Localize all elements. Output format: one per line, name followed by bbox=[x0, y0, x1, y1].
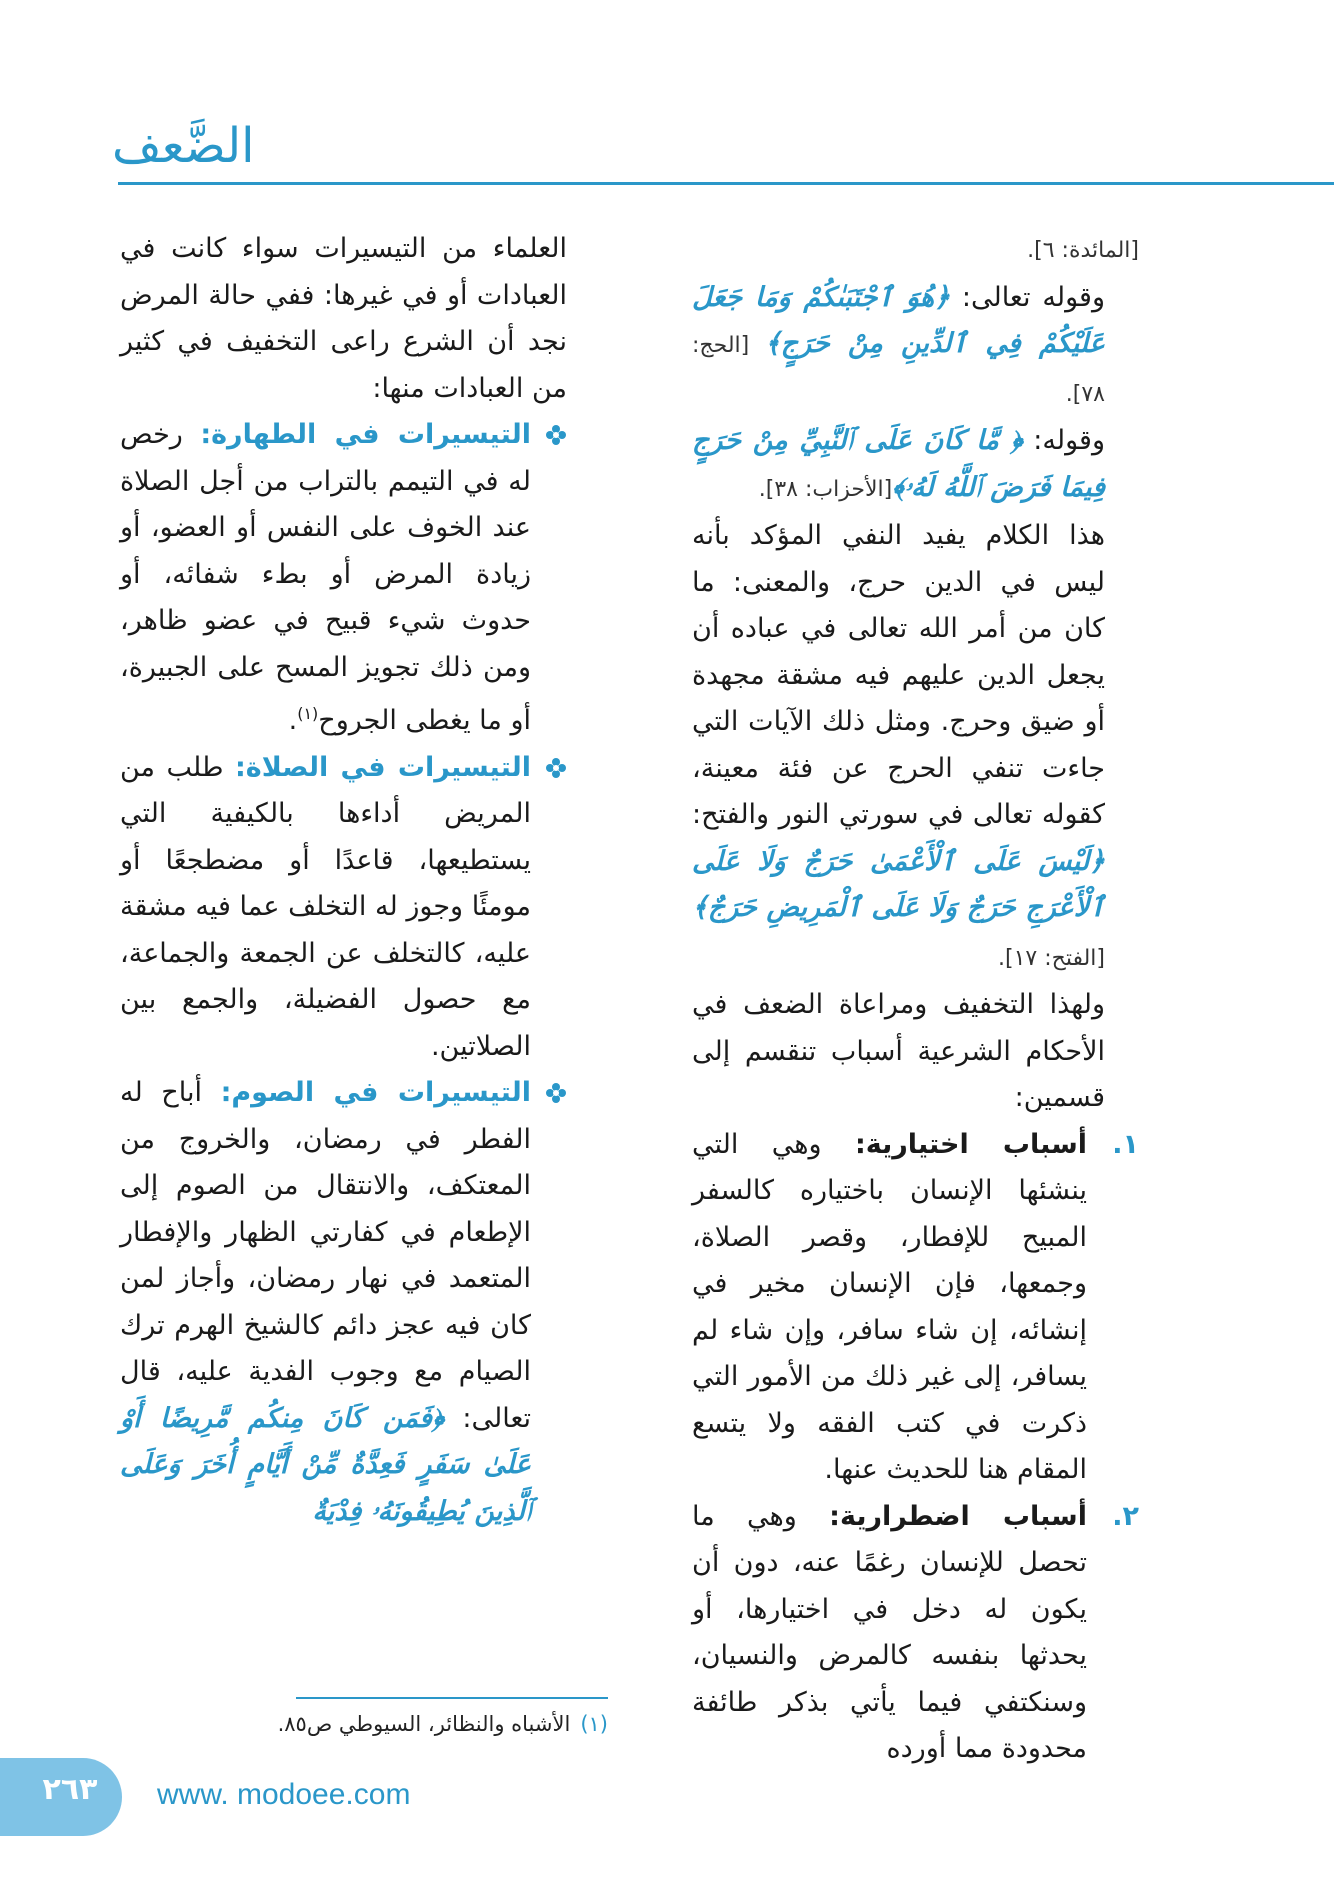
quran-verse: ﴿هُوَ ٱجْتَبَىٰكُمْ وَمَا جَعَلَ عَلَيْكُمْ فِي ٱلدِّينِ مِنْ حَرَجٍ﴾ bbox=[692, 281, 1105, 359]
paragraph-intro: العلماء من التيسيرات سواء كانت في العبادات أو في غيرها: ففي حالة المرض نجد أن الشرع راعى التخفيف في كثير من العبادات منها: bbox=[120, 233, 567, 404]
paragraph-explanation bbox=[692, 513, 1139, 982]
footnote-number: (١) bbox=[580, 1712, 608, 1736]
right-column bbox=[692, 226, 1139, 1773]
header-divider bbox=[118, 182, 1334, 185]
bullet-text: أباح له الفطر في رمضان، والخروج من المعتكف، والانتقال من الصوم إلى الإطعام في كفارتي الظهار والإفطار المتعمد في نهار رمضان، وأجاز لمن كان فيه عجز دائم كالشيخ الهرم ترك الصيام مع وجوب الفدية عليه، قال تعالى: bbox=[120, 1077, 531, 1434]
verse-reference: [المائدة: ٦]. bbox=[1027, 238, 1139, 263]
list-number: ٢. bbox=[1112, 1500, 1139, 1532]
verse-reference: [الحج: ٧٨]. bbox=[692, 333, 1105, 407]
quran-verse: ﴿فَمَن كَانَ مِنكُم مَّرِيضًا أَوْ عَلَىٰ سَفَرٍ فَعِدَّةٌ مِّنْ أَيَّامٍ أُخَرَ وَعَلَى ٱلَّذِينَ يُطِيقُونَهُۥ فِدْيَةٌ bbox=[120, 1402, 531, 1527]
left-column bbox=[120, 226, 567, 1535]
quran-verse: ﴿لَيْسَ عَلَى ٱلْأَعْمَىٰ حَرَجٌ وَلَا عَلَى ٱلْأَعْرَجِ حَرَجٌ وَلَا عَلَى ٱلْمَرِيضِ حَرَجٌ﴾ bbox=[692, 845, 1105, 923]
quran-verse: ﴿ مَّا كَانَ عَلَى ٱلنَّبِيِّ مِنْ حَرَجٍ فِيمَا فَرَضَ ٱللَّهُ لَهُۥ﴾ bbox=[692, 425, 1105, 503]
flower-bullet-icon bbox=[545, 757, 567, 779]
list-item-title: أسباب اختيارية: bbox=[854, 1128, 1088, 1160]
paragraph-causes: ولهذا التخفيف ومراعاة الضعف في الأحكام الشرعية أسباب تنقسم إلى قسمين: bbox=[692, 989, 1105, 1113]
page-title: الضَّعف bbox=[112, 118, 255, 174]
footnote-text: الأشباه والنظائر، السيوطي ص٨٥. bbox=[277, 1712, 571, 1736]
paragraph-ahzab bbox=[692, 418, 1139, 513]
bullet-title: التيسيرات في الصلاة: bbox=[234, 751, 531, 783]
bullet-text: طلب من المريض أداءها بالكيفية التي يستطيعها، قاعدًا أو مضطجعًا أو مومئًا وجوز له التخلف عما فيه مشقة عليه، كالتخلف عن الجمعة والجماعة، مع حصول الفضيلة، والجمع بين الصلاتين. bbox=[120, 751, 531, 1062]
bullet-item-purification bbox=[120, 412, 567, 745]
paragraph-hajj bbox=[692, 275, 1139, 419]
list-item-text: وهي التي ينشئها الإنسان باختياره كالسفر المبيح للإفطار، وقصر الصلاة، وجمعها، فإن الإنسان مخير في إنشائه، إن شاء سافر، وإن شاء لم يسافر، إلى غير ذلك من الأمور التي ذكرت في كتب الفقه ولا يتسع المقام هنا للحديث عنها. bbox=[692, 1128, 1087, 1485]
list-item-title: أسباب اضطرارية: bbox=[829, 1500, 1087, 1532]
list-item bbox=[692, 1494, 1139, 1773]
paragraph-ref-maidah bbox=[692, 226, 1139, 275]
list-number: ١. bbox=[1112, 1128, 1139, 1160]
bullet-text-end: . bbox=[288, 705, 298, 736]
bullet-item-fasting bbox=[120, 1070, 567, 1535]
paragraph-text: وقوله: bbox=[1022, 425, 1105, 456]
website-url[interactable]: www. modoee.com bbox=[157, 1778, 411, 1811]
bullet-text: رخص له في التيمم بالتراب من أجل الصلاة عند الخوف على النفس أو العضو، أو زيادة المرض أو بطء شفائه، أو حدوث شيء قبيح في عضو ظاهر، ومن ذلك تجويز المسح على الجبيرة، أو ما يغطى الجروح bbox=[120, 419, 531, 736]
footnote-marker: (١) bbox=[297, 704, 319, 723]
bullet-item-prayer bbox=[120, 745, 567, 1071]
footnote-divider bbox=[296, 1697, 608, 1699]
flower-bullet-icon bbox=[545, 424, 567, 446]
bullet-title: التيسيرات في الطهارة: bbox=[200, 419, 531, 450]
flower-bullet-icon bbox=[545, 1082, 567, 1104]
bullet-title: التيسيرات في الصوم: bbox=[220, 1077, 531, 1108]
verse-reference: [الأحزاب: ٣٨]. bbox=[758, 476, 893, 502]
paragraph-text: هذا الكلام يفيد النفي المؤكد بأنه ليس في الدين حرج، والمعنى: ما كان من أمر الله تعالى في عباده أن يجعل الدين عليهم فيه مشقة مجهدة أو ضيق وحرج. ومثل ذلك الآيات التي جاءت تنفي الحرج عن فئة معينة، كقوله تعالى في سورتي النور والفتح: bbox=[692, 520, 1105, 830]
paragraph-text: وقوله تعالى: bbox=[949, 281, 1105, 313]
page-number: ٢٦٣ bbox=[42, 1772, 98, 1807]
footnote bbox=[180, 1712, 608, 1736]
list-item bbox=[692, 1122, 1139, 1494]
verse-reference: [الفتح: ١٧]. bbox=[998, 945, 1105, 971]
list-item-text: وهي ما تحصل للإنسان رغمًا عنه، دون أن يكون له دخل في اختيارها، أو يحدثها بنفسه كالمرض والنسيان، وسنكتفي فيما يأتي بذكر طائفة محدودة مما أورده bbox=[692, 1500, 1087, 1764]
